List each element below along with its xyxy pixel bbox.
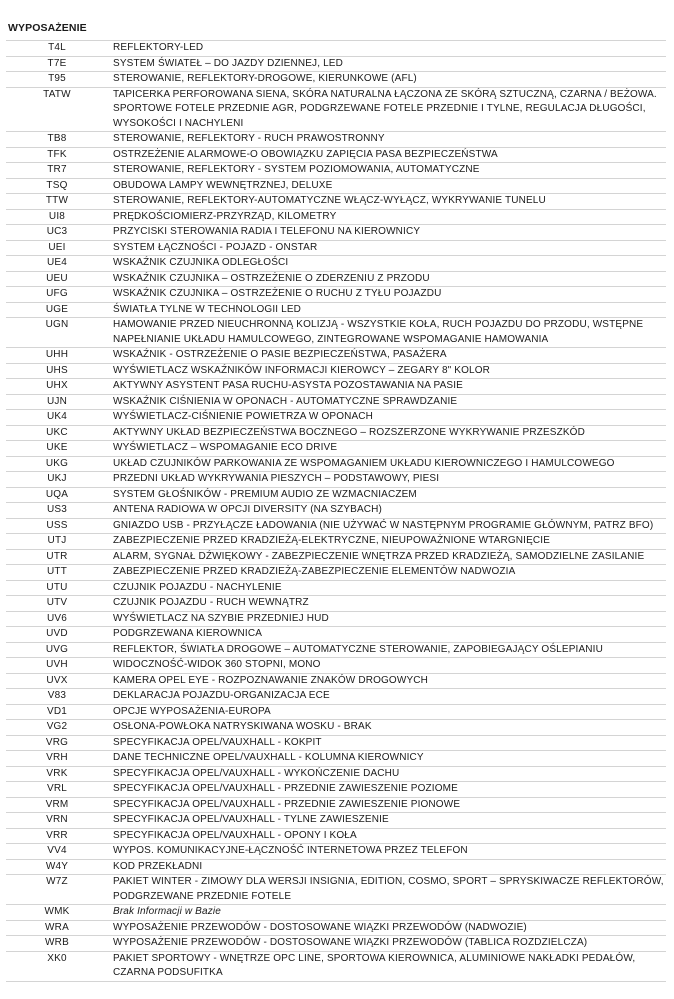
option-code: UTU: [46, 581, 68, 593]
option-code: VRK: [46, 767, 68, 779]
option-description: CZUJNIK POJAZDU - RUCH WEWNĄTRZ: [113, 597, 309, 608]
option-description: SYSTEM GŁOŚNIKÓW - PREMIUM AUDIO ZE WZMACNIACZEM: [113, 488, 417, 500]
table-row: [6, 565, 666, 581]
table-row: [6, 627, 666, 643]
option-description: SYSTEM ŁĄCZNOŚCI - POJAZD - ONSTAR: [113, 241, 318, 253]
option-description: STEROWANIE, REFLEKTORY - RUCH PRAWOSTRONNY: [113, 133, 385, 144]
table-row: [6, 303, 666, 319]
option-code: TR7: [47, 164, 67, 175]
option-description: WSKAŹNIK - OSTRZEŻENIE O PASIE BEZPIECZEŃSTWA, PASAŻERA: [113, 349, 447, 360]
table-row: [6, 658, 666, 674]
table-row: [6, 534, 666, 550]
option-code: TSQ: [46, 179, 68, 191]
table-row: [6, 813, 666, 829]
option-description: UKŁAD CZUJNIKÓW PARKOWANIA ZE WSPOMAGANIEM UKŁADU KIEROWNICZEGO I HAMULCOWEGO: [113, 457, 615, 469]
table-row: [6, 72, 666, 88]
table-row: [6, 596, 666, 612]
option-description: Brak Informacji w Bazie: [113, 906, 221, 917]
option-description: ZABEZPIECZENIE PRZED KRADZIEŻĄ-ZABEZPIECZENIE ELEMENTÓW NADWOZIA: [113, 566, 516, 577]
table-row: [6, 798, 666, 814]
option-description: WSKAŹNIK CZUJNIKA ODLEGŁOŚCI: [113, 257, 289, 268]
option-code: T4L: [48, 42, 66, 53]
option-description: DEKLARACJA POJAZDU-ORGANIZACJA ECE: [113, 690, 330, 701]
option-description: REFLEKTOR, ŚWIATŁA DROGOWE – AUTOMATYCZNE STEROWANIE, ZAPOBIEGAJĄCY OŚLEPIANIU: [113, 643, 603, 655]
table-row: [6, 272, 666, 288]
table-row: [6, 860, 666, 876]
option-description: WYŚWIETLACZ – WSPOMAGANIE ECO DRIVE: [113, 442, 338, 453]
option-description: SPECYFIKACJA OPEL/VAUXHALL - OPONY I KOŁA: [113, 829, 357, 841]
table-row: [6, 41, 666, 57]
option-description: WYŚWIETLACZ WSKAŹNIKÓW INFORMACJI KIEROWCY – ZEGARY 8" KOLOR: [113, 364, 491, 376]
table-row: [6, 751, 666, 767]
table-row: [6, 426, 666, 442]
table-row: [6, 503, 666, 519]
table-row: [6, 472, 666, 488]
table-row: [6, 348, 666, 364]
option-description: PAKIET WINTER - ZIMOWY DLA WERSJI INSIGNIA, EDITION, COSMO, SPORT – SPRYSKIWACZE REFLEKTORÓW, PODGRZEWANE PRZEDNIE FOTELE: [113, 876, 664, 902]
table-row: [6, 829, 666, 845]
table-row: [6, 952, 666, 982]
option-code: T7E: [47, 57, 67, 69]
option-description: SPECYFIKACJA OPEL/VAUXHALL - KOKPIT: [113, 736, 322, 748]
table-row: [6, 921, 666, 937]
option-code: VRM: [45, 798, 69, 810]
option-code: UK4: [46, 411, 68, 422]
table-row: [6, 705, 666, 721]
option-code: UGE: [45, 303, 69, 315]
table-row: [6, 210, 666, 226]
option-code: UTR: [46, 550, 68, 562]
option-code: UKG: [45, 457, 69, 469]
option-description: SPECYFIKACJA OPEL/VAUXHALL - PRZEDNIE ZAWIESZENIE PIONOWE: [113, 798, 461, 810]
option-description: WYPOSAŻENIE PRZEWODÓW - DOSTOSOWANE WIĄZKI PRZEWODÓW (TABLICA ROZDZIELCZA): [113, 937, 588, 948]
option-description: STEROWANIE, REFLEKTORY-AUTOMATYCZNE WŁĄCZ-WYŁĄCZ, WYKRYWANIE TUNELU: [113, 195, 546, 206]
option-code: UHS: [46, 364, 68, 376]
option-description: KOD PRZEKŁADNI: [113, 860, 203, 872]
option-code: UKE: [46, 442, 68, 453]
option-code: VRN: [46, 814, 68, 825]
option-code: VG2: [46, 721, 68, 732]
option-description: ŚWIATŁA TYLNE W TECHNOLOGII LED: [113, 303, 302, 315]
option-code: UJN: [46, 395, 68, 407]
option-code: WRA: [45, 921, 69, 933]
option-code: UGN: [45, 319, 69, 330]
option-description: ALARM, SYGNAŁ DŹWIĘKOWY - ZABEZPIECZENIE WNĘTRZA PRZED KRADZIEŻĄ, SAMODZIELNE ZASILANIE: [113, 550, 645, 562]
table-row: [6, 875, 666, 905]
table-row: [6, 643, 666, 659]
option-description: WYPOSAŻENIE PRZEWODÓW - DOSTOSOWANE WIĄZKI PRZEWODÓW (NADWOZIE): [113, 921, 527, 933]
option-description: STEROWANIE, REFLEKTORY - SYSTEM POZIOMOWANIA, AUTOMATYCZNE: [113, 164, 480, 175]
table-row: [6, 488, 666, 504]
option-description: SPECYFIKACJA OPEL/VAUXHALL - PRZEDNIE ZAWIESZENIE POZIOME: [113, 783, 458, 794]
option-description: DANE TECHNICZNE OPEL/VAUXHALL - KOLUMNA KIEROWNICY: [113, 752, 424, 763]
option-description: AKTYWNY ASYSTENT PASA RUCHU-ASYSTA POZOSTAWANIA NA PASIE: [113, 380, 463, 391]
option-code: UE4: [46, 257, 68, 268]
option-code: US3: [46, 504, 68, 515]
option-code: VRL: [46, 783, 68, 794]
option-code: TATW: [43, 88, 71, 100]
option-description: CZUJNIK POJAZDU - NACHYLENIE: [113, 581, 282, 593]
option-description: SPECYFIKACJA OPEL/VAUXHALL - WYKOŃCZENIE DACHU: [113, 767, 400, 779]
option-description: PODGRZEWANA KIEROWNICA: [113, 628, 263, 639]
option-description: WYPOS. KOMUNIKACYJNE-ŁĄCZNOŚĆ INTERNETOWA PRZEZ TELEFON: [113, 845, 468, 856]
option-description: KAMERA OPEL EYE - ROZPOZNAWANIE ZNAKÓW DROGOWYCH: [113, 674, 429, 686]
table-row: [6, 318, 666, 348]
option-description: SPECYFIKACJA OPEL/VAUXHALL - TYLNE ZAWIESZENIE: [113, 814, 389, 825]
option-code: TB8: [47, 133, 67, 144]
option-code: UVG: [45, 643, 69, 655]
option-description: SYSTEM ŚWIATEŁ – DO JAZDY DZIENNEJ, LED: [113, 57, 343, 69]
option-code: UTT: [46, 566, 68, 577]
option-code: UTV: [46, 597, 68, 608]
option-code: UEI: [48, 241, 66, 253]
table-row: [6, 782, 666, 798]
option-code: UC3: [46, 226, 68, 237]
table-row: [6, 364, 666, 380]
option-description: OPCJE WYPOSAŻENIA-EUROPA: [113, 705, 271, 717]
section-heading: WYPOSAŻENIE: [8, 22, 87, 34]
option-description: WSKAŹNIK CZUJNIKA – OSTRZEŻENIE O ZDERZENIU Z PRZODU: [113, 272, 430, 284]
table-row: [6, 287, 666, 303]
option-code: VV4: [47, 845, 67, 856]
table-row: [6, 241, 666, 257]
option-description: OSŁONA-POWŁOKA NATRYSKIWANA WOSKU - BRAK: [113, 721, 372, 732]
option-code: W7Z: [46, 876, 68, 887]
option-code: VD1: [46, 705, 68, 717]
option-description: ANTENA RADIOWA W OPCJI DIVERSITY (NA SZYBACH): [113, 504, 383, 515]
equipment-table: [6, 40, 666, 982]
table-row: [6, 905, 666, 921]
option-description: PRZEDNI UKŁAD WYKRYWANIA PIESZYCH – PODSTAWOWY, PIESI: [113, 473, 440, 484]
table-row: [6, 519, 666, 535]
option-code: V83: [47, 690, 67, 701]
option-code: UVX: [46, 674, 68, 686]
option-description: WIDOCZNOŚĆ-WIDOK 360 STOPNI, MONO: [113, 659, 321, 670]
table-row: [6, 441, 666, 457]
option-description: OSTRZEŻENIE ALARMOWE-O OBOWIĄZKU ZAPIĘCIA PASA BEZPIECZEŃSTWA: [113, 148, 498, 160]
option-description: TAPICERKA PERFOROWANA SIENA, SKÓRA NATURALNA ŁĄCZONA ZE SKÓRĄ SZTUCZNĄ, CZARNA / BEŻOWA. SPORTOWE FOTELE PRZEDNIE AGR, PODGRZEWANE FOTELE PRZEDNIE I TYLNE, REGULACJA DŁUGOŚCI, WYSOKOŚCI I NACHYLENI: [113, 88, 657, 129]
table-row: [6, 379, 666, 395]
option-code: UQA: [45, 488, 69, 500]
option-description: AKTYWNY UKŁAD BEZPIECZEŃSTWA BOCZNEGO – ROZSZERZONE WYKRYWANIE PRZESZKÓD: [113, 426, 585, 438]
option-code: WMK: [44, 906, 70, 917]
table-row: [6, 612, 666, 628]
option-code: UVD: [46, 628, 68, 639]
option-description: WYŚWIETLACZ-CIŚNIENIE POWIETRZA W OPONACH: [113, 411, 374, 422]
option-code: T95: [48, 73, 66, 84]
option-description: HAMOWANIE PRZED NIEUCHRONNĄ KOLIZJĄ - WSZYSTKIE KOŁA, RUCH POJAZDU DO PRZODU, WSTĘPNE NAPEŁNIANIE UKŁADU HAMULCOWEGO, ZINTEGROWANE WSPOMAGANIE HAMOWANIA: [113, 319, 644, 345]
option-description: PAKIET SPORTOWY - WNĘTRZE OPC LINE, SPORTOWA KIEROWNICA, ALUMINIOWE NAKŁADKI PEDAŁÓW, CZARNA PODSUFITKA: [113, 952, 636, 978]
option-description: WSKAŹNIK CZUJNIKA – OSTRZEŻENIE O RUCHU Z TYŁU POJAZDU: [113, 288, 442, 299]
table-row: [6, 194, 666, 210]
option-description: WYŚWIETLACZ NA SZYBIE PRZEDNIEJ HUD: [113, 612, 329, 624]
option-description: PRZYCISKI STEROWANIA RADIA I TELEFONU NA KIEROWNICY: [113, 226, 421, 237]
option-code: USS: [46, 519, 68, 531]
table-row: [6, 844, 666, 860]
table-row: [6, 457, 666, 473]
option-description: WSKAŹNIK CIŚNIENIA W OPONACH - AUTOMATYCZNE SPRAWDZANIE: [113, 395, 458, 407]
table-row: [6, 163, 666, 179]
table-row: [6, 936, 666, 952]
table-row: [6, 767, 666, 783]
option-code: VRG: [45, 736, 69, 748]
table-row: [6, 225, 666, 241]
table-row: [6, 88, 666, 133]
option-code: UKC: [46, 426, 68, 438]
option-description: GNIAZDO USB - PRZYŁĄCZE ŁADOWANIA (NIE UŻYWAĆ W NASTĘPNYM PROGRAMIE GŁÓWNYM, PATRZ BFO): [113, 519, 654, 531]
option-code: WRB: [45, 937, 69, 948]
option-code: UVH: [46, 659, 68, 670]
option-code: TFK: [47, 148, 67, 160]
option-description: PRĘDKOŚCIOMIERZ-PRZYRZĄD, KILOMETRY: [113, 210, 337, 222]
option-code: UI8: [48, 210, 66, 222]
option-code: UEU: [46, 272, 68, 284]
option-code: XK0: [47, 952, 67, 964]
option-code: UKJ: [47, 473, 67, 484]
option-code: UTJ: [47, 535, 67, 546]
option-description: STEROWANIE, REFLEKTORY-DROGOWE, KIERUNKOWE (AFL): [113, 73, 417, 84]
option-code: W4Y: [45, 860, 69, 872]
table-row: [6, 689, 666, 705]
table-row: [6, 410, 666, 426]
option-code: UHX: [46, 380, 68, 391]
option-description: REFLEKTORY-LED: [113, 42, 204, 53]
option-code: UV6: [46, 612, 68, 624]
table-row: [6, 736, 666, 752]
table-row: [6, 720, 666, 736]
table-row: [6, 256, 666, 272]
option-description: OBUDOWA LAMPY WEWNĘTRZNEJ, DELUXE: [113, 179, 333, 191]
option-code: UFG: [46, 288, 68, 299]
option-code: VRR: [46, 829, 68, 841]
table-row: [6, 674, 666, 690]
table-row: [6, 179, 666, 195]
option-code: UHH: [45, 349, 69, 360]
option-description: ZABEZPIECZENIE PRZED KRADZIEŻĄ-ELEKTRYCZNE, NIEUPOWAŻNIONE WTARGNIĘCIE: [113, 535, 551, 546]
table-row: [6, 132, 666, 148]
table-row: [6, 57, 666, 73]
table-row: [6, 581, 666, 597]
table-row: [6, 148, 666, 164]
table-row: [6, 395, 666, 411]
option-code: VRH: [46, 752, 68, 763]
option-code: TTW: [45, 195, 69, 206]
table-row: [6, 550, 666, 566]
